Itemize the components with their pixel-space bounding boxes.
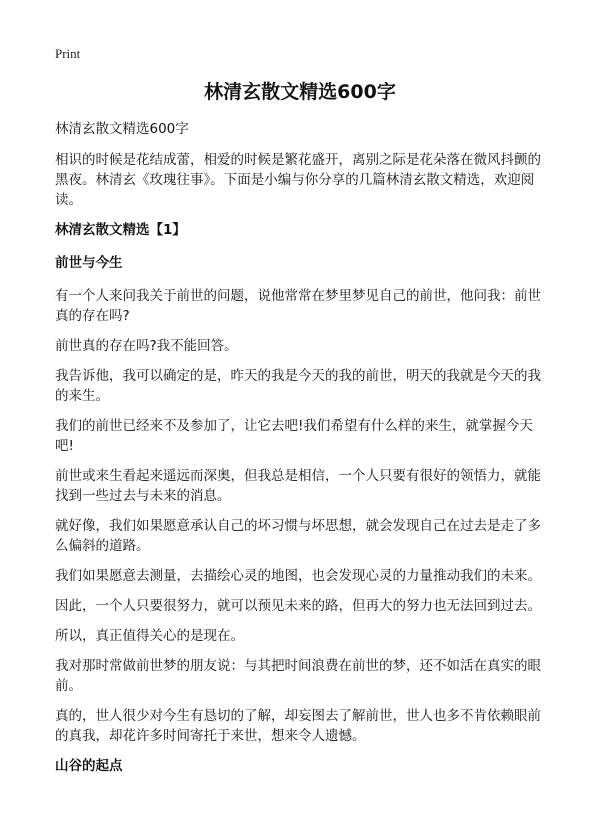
- paragraph: 真的，世人很少对今生有恳切的了解，却妄图去了解前世，世人也多不肯依赖眼前的真我，却花许多时间寄托于来世，想来令人遗憾。: [55, 708, 541, 744]
- paragraph: 我们的前世已经来不及参加了，让它去吧!我们希望有什么样的来生，就掌握今天吧!: [55, 418, 533, 454]
- paragraph: 我们如果愿意去测量，去描绘心灵的地图，也会发现心灵的力量推动我们的未来。: [55, 568, 541, 584]
- essay-title: 前世与今生: [55, 255, 123, 271]
- page-title: 林清玄散文精选600字: [204, 81, 396, 103]
- paragraph: 因此，一个人只要很努力，就可以预见未来的路，但再大的努力也无法回到过去。: [55, 598, 541, 614]
- paragraph: 所以，真正值得关心的是现在。: [55, 628, 244, 644]
- paragraph: 有一个人来问我关于前世的问题，说他常常在梦里梦见自己的前世，他问我：前世真的存在吗?: [55, 288, 541, 324]
- article-subtitle: 林清玄散文精选600字: [55, 121, 189, 137]
- intro-paragraph: 相识的时候是花结成蕾，相爱的时候是繁花盛开，离别之际是花朵落在微风抖颤的黑夜。林清玄《玫瑰往事》。下面是小编与你分享的几篇林清玄散文精选，欢迎阅读。: [55, 152, 541, 208]
- paragraph: 我对那时常做前世梦的朋友说：与其把时间浪费在前世的梦，还不如活在真实的眼前。: [55, 658, 541, 694]
- section-heading: 林清玄散文精选【1】: [55, 222, 186, 238]
- paragraph: 前世真的存在吗?我不能回答。: [55, 338, 238, 354]
- paragraph: 就好像，我们如果愿意承认自己的坏习惯与坏思想，就会发现自己在过去是走了多么偏斜的道路。: [55, 518, 541, 554]
- print-link[interactable]: Print: [55, 46, 81, 61]
- paragraph: 我告诉他，我可以确定的是，昨天的我是今天的我的前世，明天的我就是今天的我的来生。: [55, 368, 541, 404]
- paragraph: 前世或来生看起来遥远而深奥，但我总是相信，一个人只要有很好的领悟力，就能找到一些过去与未来的消息。: [55, 468, 541, 504]
- article-body: [55, 119, 550, 789]
- essay-title: 山谷的起点: [55, 758, 123, 774]
